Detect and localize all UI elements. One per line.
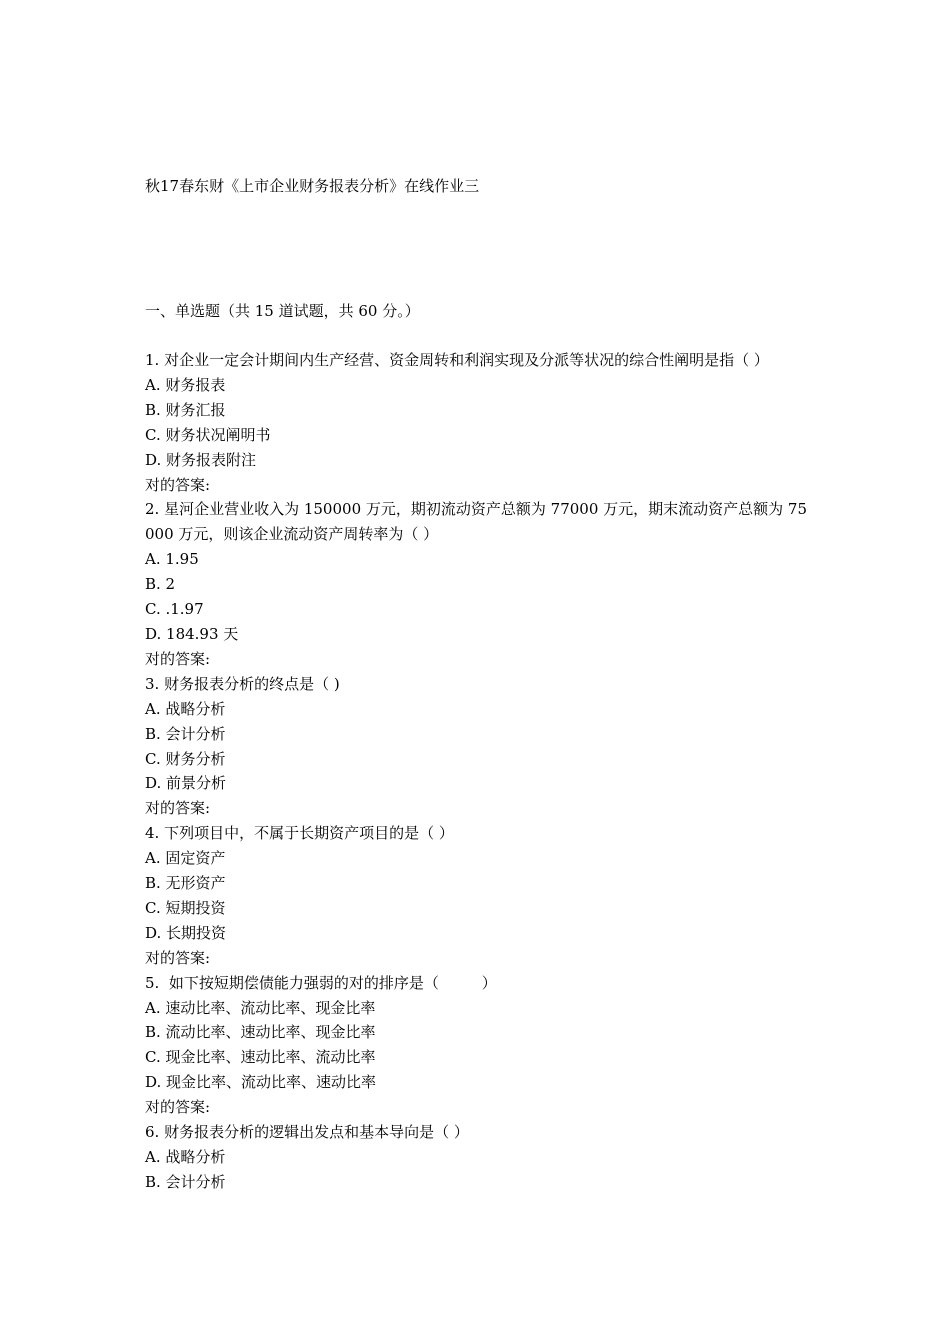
- option-c: C. 短期投资: [145, 898, 226, 917]
- question-text: 5. 如下按短期偿债能力强弱的对的排序是（ ）: [145, 973, 497, 992]
- answer-label: 对的答案:: [145, 475, 211, 494]
- question-item: [145, 1120, 811, 1195]
- option-c: C. .1.97: [145, 600, 204, 619]
- option-d: D. 184.93 天: [145, 624, 239, 643]
- option-d: D. 前景分析: [145, 774, 227, 793]
- question-item: [145, 672, 811, 821]
- question-item: [145, 821, 811, 970]
- option-b: B. 无形资产: [145, 874, 226, 893]
- question-text: 4. 下列项目中，不属于长期资产项目的是（ ）: [145, 824, 454, 843]
- question-item: [145, 348, 811, 497]
- question-text: 3. 财务报表分析的终点是（ ): [145, 674, 340, 693]
- question-item: [145, 497, 811, 671]
- option-a: A. 财务报表: [145, 375, 226, 394]
- option-b: B. 2: [145, 575, 176, 594]
- answer-label: 对的答案:: [145, 649, 211, 668]
- option-b: B. 会计分析: [145, 1172, 226, 1191]
- option-a: A. 战略分析: [145, 699, 226, 718]
- option-a: A. 固定资产: [145, 849, 226, 868]
- option-a: A. 战略分析: [145, 1148, 226, 1166]
- option-a: A. 速动比率、流动比率、现金比率: [145, 998, 376, 1017]
- option-d: D. 现金比率、流动比率、速动比率: [145, 1073, 377, 1092]
- option-c: C. 财务状况阐明书: [145, 425, 271, 444]
- option-d: D. 财务报表附注: [145, 450, 257, 469]
- option-c: C. 财务分析: [145, 749, 226, 768]
- option-d: D. 长期投资: [145, 923, 227, 942]
- option-a: A. 1.95: [145, 550, 199, 569]
- option-b: B. 财务汇报: [145, 400, 226, 419]
- answer-label: 对的答案:: [145, 799, 211, 818]
- section-heading: 一、单选题（共 15 道试题，共 60 分。）: [145, 302, 420, 320]
- question-text: 1. 对企业一定会计期间内生产经营、资金周转和利润实现及分派等状况的综合性阐明是指（ ）: [145, 351, 769, 369]
- option-c: C. 现金比率、速动比率、流动比率: [145, 1048, 376, 1067]
- question-text: 6. 财务报表分析的逻辑出发点和基本导向是（ ）: [145, 1123, 469, 1142]
- option-b: B. 流动比率、速动比率、现金比率: [145, 1023, 376, 1042]
- question-list: [145, 348, 811, 1195]
- document-title: 秋17春东财《上市企业财务报表分析》在线作业三: [145, 177, 480, 195]
- question-text: 2. 星河企业营业收入为 150000 万元，期初流动资产总额为 77000 万元，期末流动资产总额为 75000 万元，则该企业流动资产周转率为（ ）: [145, 500, 807, 544]
- answer-label: 对的答案:: [145, 1098, 211, 1117]
- option-b: B. 会计分析: [145, 724, 226, 743]
- answer-label: 对的答案:: [145, 948, 211, 967]
- question-item: [145, 971, 811, 1120]
